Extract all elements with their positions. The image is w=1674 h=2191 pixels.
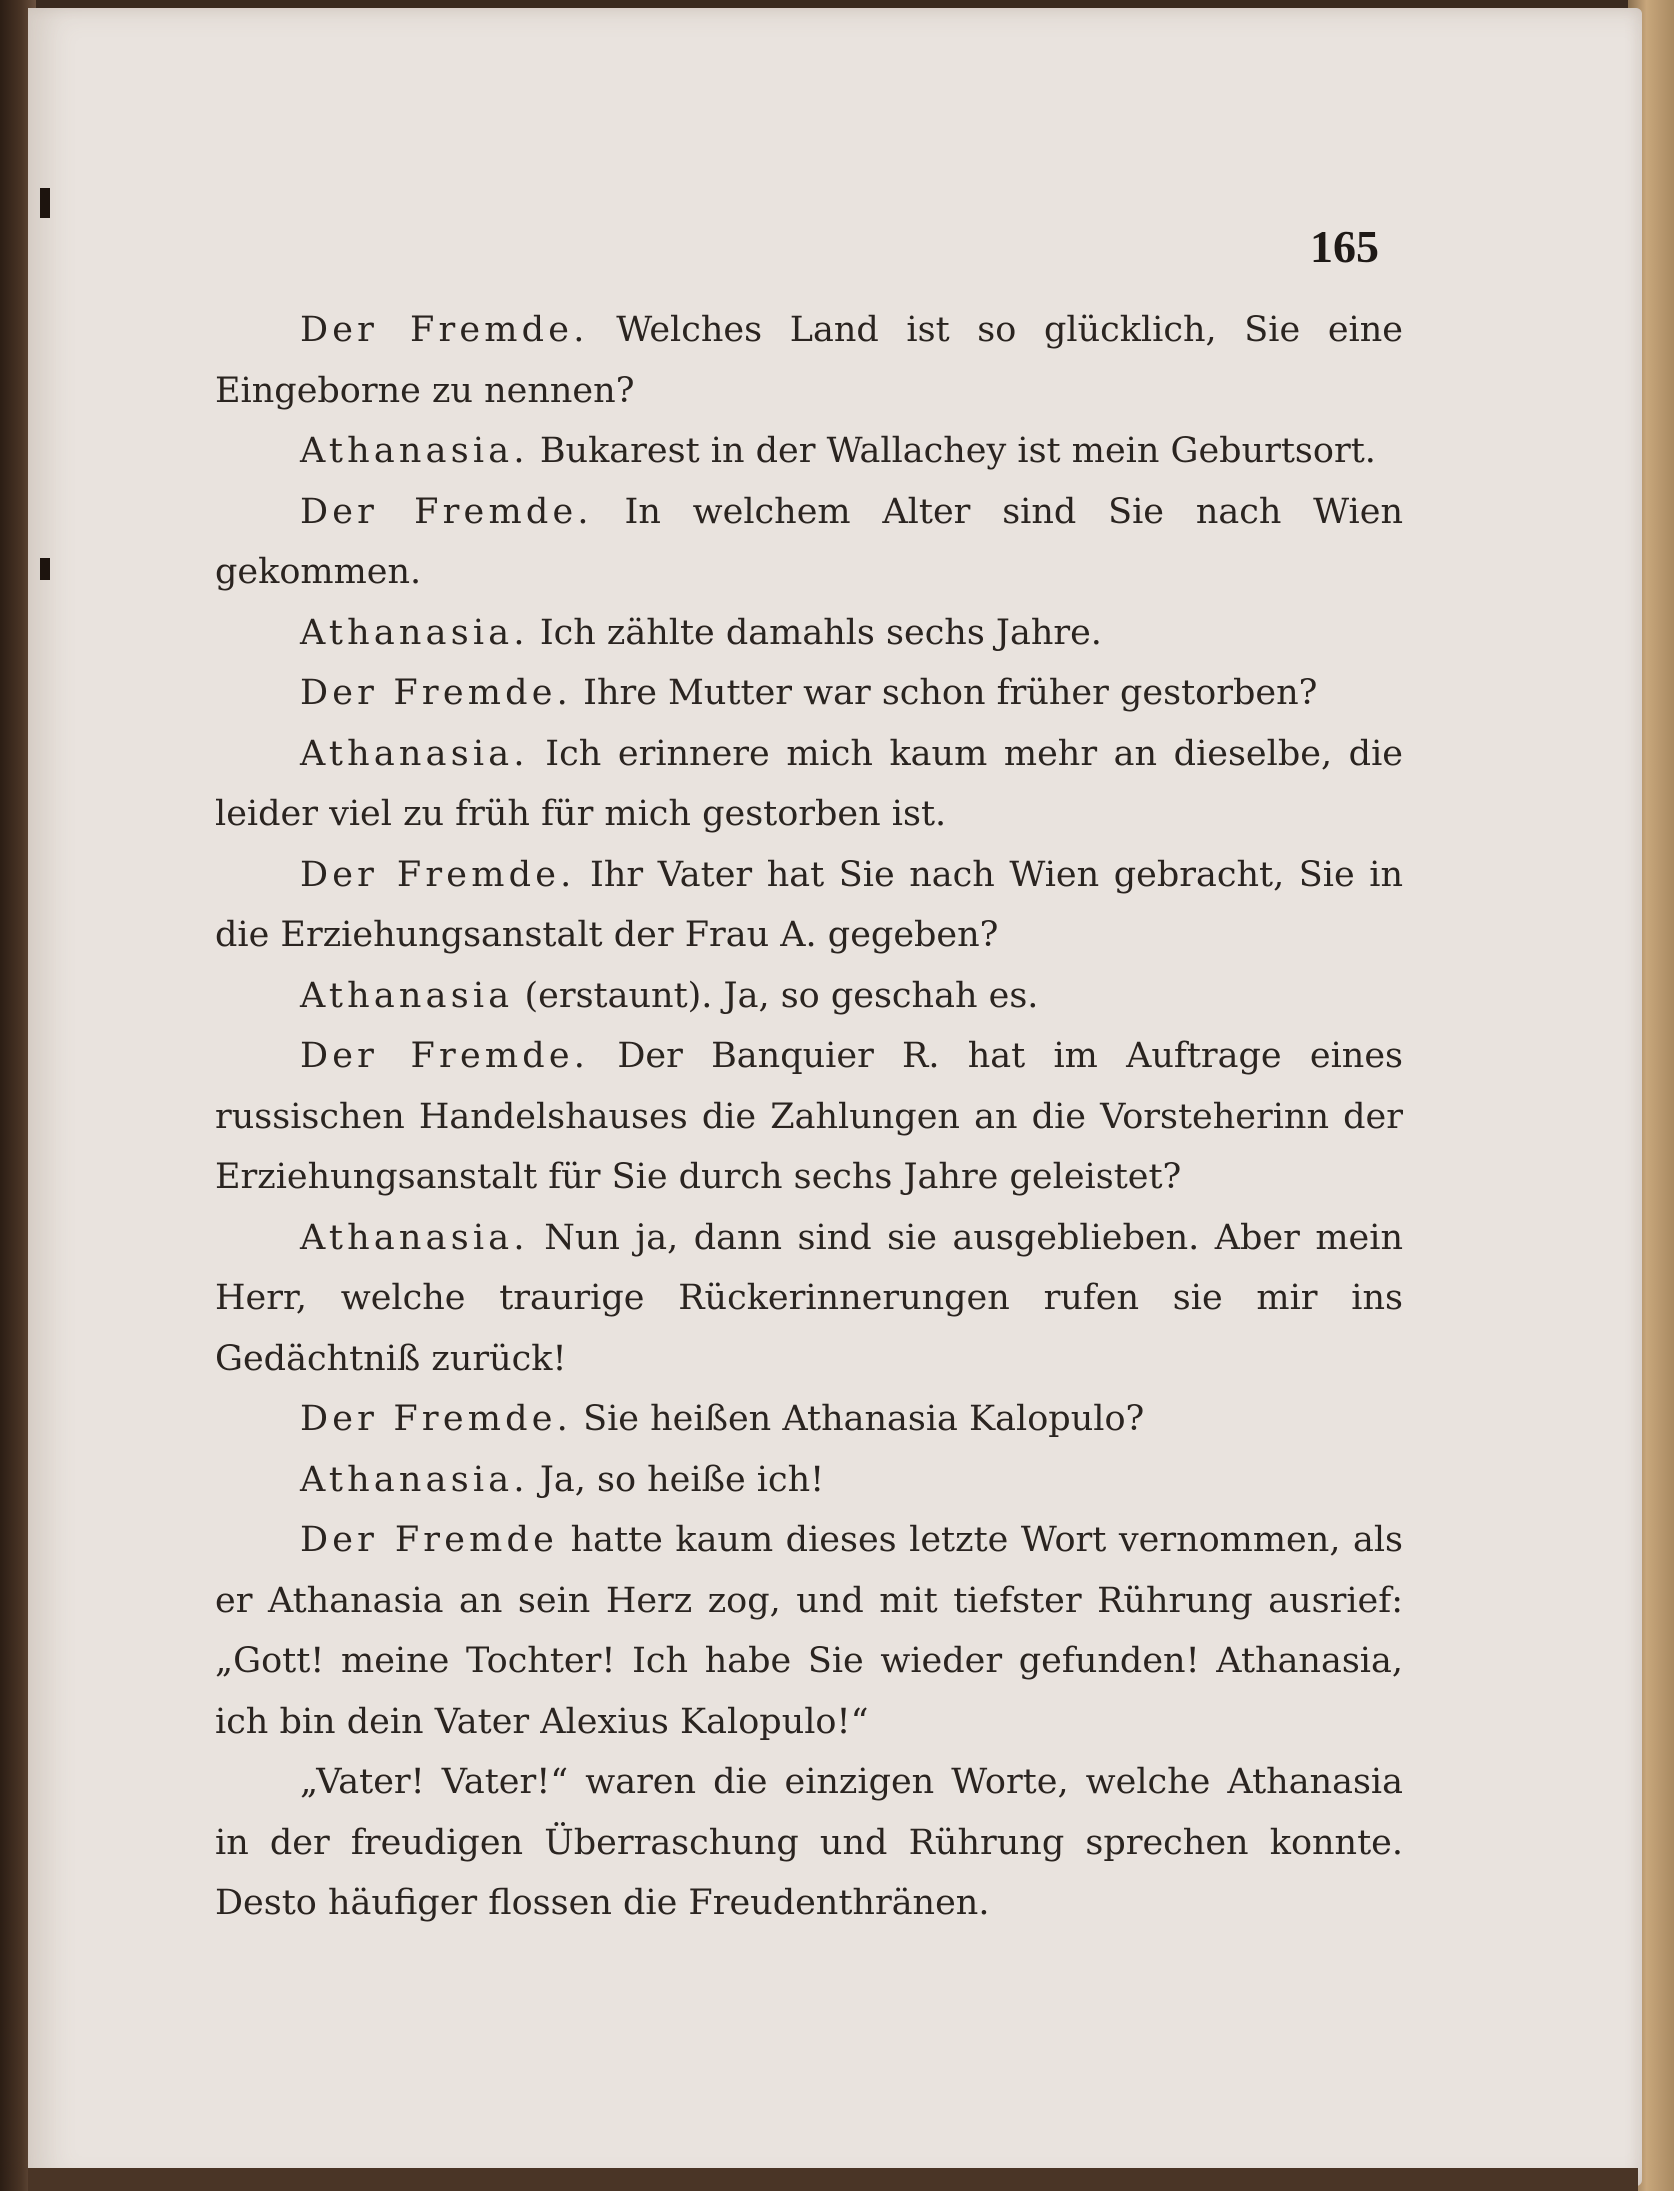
page-text [215,300,1403,1934]
speaker: Der Fremde. [300,1036,590,1076]
paragraph [215,482,1403,603]
paragraph [215,603,1403,664]
paragraph [215,845,1403,966]
speaker: Athanasia. [300,1459,529,1500]
paragraph-text: Ja, so heiße ich! [528,1459,825,1500]
paragraph [215,1510,1403,1752]
speaker: Athanasia. [300,1217,529,1258]
paragraph-text: Ich zählte damahls sechs Jahre. [528,612,1102,653]
speaker: Der Fremde. [300,310,589,350]
paragraph-text: Der Banquier R. hat im Auftrage eines russischen Handelshauses die Zahlungen an die Vorsteherinn der Erziehungsanstalt für Sie durch sechs Jahre geleistet? [215,1036,1403,1197]
paragraph-text: In welchem Alter sind Sie nach Wien gekommen. [215,491,1403,592]
paragraph [215,1752,1403,1934]
speaker: Der Fremde [300,1520,559,1560]
paragraph-text: hatte kaum dieses letzte Wort vernommen, als er Athanasia an sein Herz zog, und mit tiefster Rührung ausrief: „Gott! meine Tochter! Ich habe Sie wieder gefunden! Athanasia, ich bin dein Vater Alexius Kalopulo!“ [215,1520,1403,1742]
paragraph-text: Ich erinnere mich kaum mehr an dieselbe, die leider viel zu früh für mich gestorben ist. [215,733,1403,834]
paragraph [215,300,1403,421]
paragraph-text: Ihr Vater hat Sie nach Wien gebracht, Sie in die Erziehungsanstalt der Frau A. gegeben? [215,854,1403,955]
paragraph-text: Nun ja, dann sind sie ausgeblieben. Aber mein Herr, welche traurige Rückerinnerungen rufen sie mir ins Gedächtniß zurück! [215,1217,1403,1379]
speaker: Athanasia. [300,431,529,471]
paragraph [215,1389,1403,1450]
speaker: Der Fremde. [300,673,572,713]
paragraph [215,663,1403,724]
speaker: Athanasia [300,975,514,1016]
paragraph-text: Bukarest in der Wallachey ist mein Geburtsort. [528,431,1376,471]
paragraph-text: Sie heißen Athanasia Kalopulo? [572,1399,1145,1439]
page-number: 165 [1310,221,1379,272]
paragraph [215,1208,1403,1390]
speaker: Athanasia. [300,733,529,774]
speaker: Der Fremde. [300,1399,572,1439]
paragraph [215,421,1403,482]
binding-mark [40,188,50,218]
paragraph [215,1450,1403,1511]
speaker: Der Fremde. [300,491,593,532]
paragraph [215,724,1403,845]
paragraph [215,1026,1403,1208]
paragraph-text: (erstaunt). Ja, so geschah es. [513,975,1039,1016]
paragraph-text: „Vater! Vater!“ waren die einzigen Worte, welche Athanasia in der freudigen Überraschung und Rührung sprechen konnte. Desto häufiger flossen die Freudenthränen. [215,1762,1403,1923]
speaker: Athanasia. [300,612,529,653]
paragraph [215,966,1403,1027]
paragraph-text: Ihre Mutter war schon früher gestorben? [572,673,1318,713]
paragraph-text: Welches Land ist so glücklich, Sie eine Eingeborne zu nennen? [215,310,1403,411]
page-bottom-edge [28,2168,1638,2191]
binding-mark [40,558,50,580]
speaker: Der Fremde. [300,854,576,895]
